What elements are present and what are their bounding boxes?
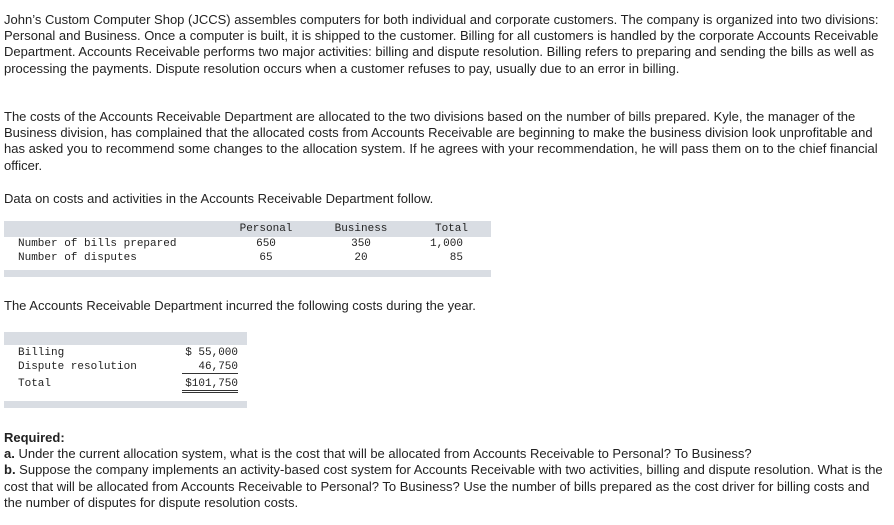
cost-value-total: $101,750 xyxy=(182,378,238,393)
disputes-personal: 65 xyxy=(259,252,273,264)
question-b xyxy=(4,462,888,511)
table-footer-bar xyxy=(4,270,491,277)
bills-total: 1,000 xyxy=(429,238,463,250)
question-a xyxy=(4,446,888,462)
cost-table-footer-bar xyxy=(4,401,247,408)
data-intro-paragraph: Data on costs and activities in the Accounts Receivable Department follow. xyxy=(4,191,434,206)
cost-label-billing: Billing xyxy=(18,347,65,359)
required-heading: Required: xyxy=(4,430,65,445)
costs-intro-paragraph: The Accounts Receivable Department incurred the following costs during the year. xyxy=(4,298,476,313)
cost-label-dispute: Dispute resolution xyxy=(18,361,137,373)
column-header-personal: Personal xyxy=(239,223,293,235)
cost-value-dispute: 46,750 xyxy=(182,361,238,374)
question-a-label: a. xyxy=(4,446,15,462)
required-section xyxy=(4,430,888,511)
bills-personal: 650 xyxy=(256,238,276,250)
disputes-business: 20 xyxy=(354,252,368,264)
bills-business: 350 xyxy=(351,238,371,250)
allocation-paragraph: The costs of the Accounts Receivable Department are allocated to the two divisions based on the number of bills prepared. Kyle, the manager of the Business division, has complained that the allocated costs from Accounts Receivable are beginning to make the business division look unprofitable and has asked you to recommend some changes to the allocation system. If he agrees with your recommendation, he will pass them on to the chief financial officer. xyxy=(4,109,878,173)
row-label-disputes: Number of disputes xyxy=(18,252,137,264)
cost-table-header-bar xyxy=(4,332,247,345)
intro-paragraph: John’s Custom Computer Shop (JCCS) assembles computers for both individual and corporate customers. The company is organized into two divisions: Personal and Business. Once a computer is built, it is shipped to the customer. Billing for all customers is handled by the corporate Accounts Receivable Department. Accounts Receivable performs two major activities: billing and dispute resolution. Billing refers to preparing and sending the bills as well as processing the payments. Dispute resolution occurs when a customer refuses to pay, usually due to an error in billing. xyxy=(4,12,879,76)
cost-value-billing: $ 55,000 xyxy=(185,347,238,359)
column-header-business: Business xyxy=(334,223,388,235)
cost-label-total: Total xyxy=(18,378,52,390)
column-header-total: Total xyxy=(434,223,468,235)
disputes-total: 85 xyxy=(449,252,463,264)
question-a-text: Under the current allocation system, what is the cost that will be allocated from Accounts Receivable to Personal? To Business? xyxy=(14,446,752,462)
question-b-label: b. xyxy=(4,462,16,478)
row-label-bills: Number of bills prepared xyxy=(18,238,177,250)
question-b-text: Suppose the company implements an activity-based cost system for Accounts Receivable with two activities, billing and dispute resolution. What is the cost that will be allocated from Accounts Receivable to Personal? To Business? Use the number of bills prepared as the cost driver for billing costs and the number of disputes for dispute resolution costs. xyxy=(4,462,883,510)
